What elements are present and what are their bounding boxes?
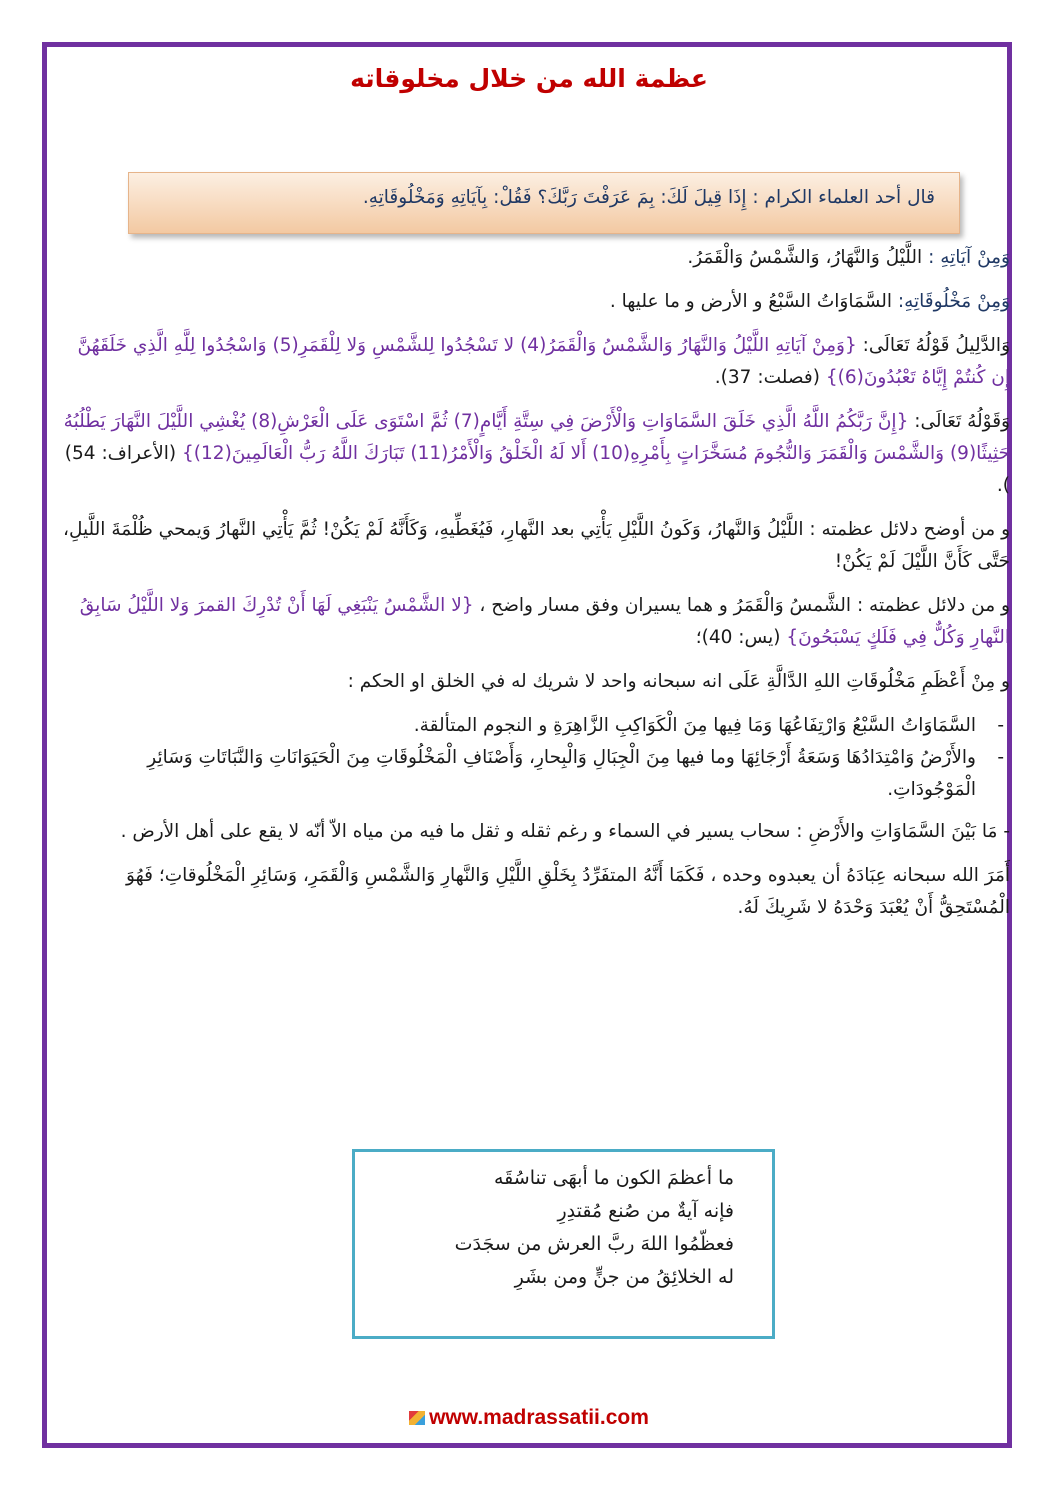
paragraph-amr: أَمَرَ الله سبحانه عِبَادَهُ أن يعبدوه وحده ، فَكَمَا أَنَّهُ المتفَرِّدُ بِخَلْقِ اللَّيْلِ وَالنَّهارِ وَالشَّمْسِ وَالْقَمَرِ، وَسَائِرِ الْمَخْلُوقاتِ؛ فَهُوَ الْمُسْتَحِقُّ أَنْ يُعْبَدَ وَحْدَهُ لا شَرِيكَ لَهُ. [126,865,1010,918]
ref-yasin: (يس: 40)؛ [695,627,787,648]
dalil2-lead: وَقَوْلُهُ تَعَالَى: [908,411,1010,432]
verse-fussilat: {وَمِنْ آيَاتِهِ اللَّيْلُ وَالنَّهَارُ وَالشَّمْسُ وَالْقَمَرُ(4) لا تَسْجُدُوا لِلشَّمْسِ وَلا لِلْقَمَرِ(5) وَاسْجُدُوا لِلَّهِ الَّذِي خَلَقَهُنَّ إِن كُنتُمْ إِيَّاهُ تَعْبُدُونَ(6)} [77,335,1010,388]
makhluqat-list [60,710,1010,806]
paragraph-layl-nahar: و من أوضح دلائل عظمته : اللَّيْلُ وَالنَّهارُ، وَكَونُ اللَّيْلِ يَأْتِي بعد النَّهارِ، فَيُغَطِّيهِ، وَكَأَنَّهُ لَمْ يَكُنْ! ثُمَّ يَأْتِي النَّهارُ وَيمحي ظُلْمَةَ اللَّيلِ، حَتَّى كَأَنَّ اللَّيْلَ لَمْ يَكُنْ! [62,519,1010,572]
poem-line: فإنه آيةٌ من صُنع مُقتدِرِ [557,1200,734,1222]
poem-box [352,1149,775,1339]
poem-line: ما أعظمَ الكون ما أبهَى تناسُقَه [494,1167,734,1189]
footer-url[interactable]: www.madrassatii.com [429,1406,649,1429]
shams-lead: و من دلائل عظمته : الشَّمسُ وَالْقَمَرُ و هما يسيران وفق مسار واضح ، [473,595,1010,616]
ayat-text: اللَّيْلُ وَالنَّهَارُ، وَالشَّمْسُ وَالْقَمَرُ. [687,247,929,268]
paragraph-dalil-aaraf [60,406,1010,502]
paragraph-dalil-fussilat [60,330,1010,394]
poem-line: فعظّمُوا اللهَ ربَّ العرش من سجَدَت [454,1233,734,1255]
quote-box [128,172,960,234]
page-title: عظمة الله من خلال مخلوقاته [350,64,708,93]
main-content [60,242,1010,936]
quote-text: إِذَا قِيلَ لَكَ: بِمَ عَرَفْتَ رَبَّكَ؟ فَقُلْ: بِآيَاتِهِ وَمَخْلُوقَاتِهِ. [362,187,747,208]
verse-yasin: {لا الشَّمْسُ يَنْبَغِي لَهَا أَنْ تُدْرِكَ القمرَ وَلا اللَّيْلُ سَابِقُ النَّهارِ وَكُلٌّ فِي فَلَكٍ يَسْبَحُونَ} [79,595,1010,648]
makhluqat-text: السَّمَاوَاتُ السَّبْعُ و الأرض و ما عليها . [609,291,898,312]
paragraph-ayat [60,242,1010,274]
ref-aaraf: (الأعراف: 54) ). [64,443,1010,496]
list-item: - والأَرْضُ وَامْتِدَادُهَا وَسَعَةُ أَرْجَائِهَا وما فيها مِنَ الْجِبَالِ وَالْبِحارِ، وَأَصْنَافِ الْمَخْلُوقَاتِ مِنَ الْحَيَوَانَاتِ وَالنَّبَاتَاتِ وَسَائِرِ الْمَوْجُودَاتِ. [60,742,976,806]
ref-fussilat: (فصلت: 37). [714,367,826,388]
paragraph-azam-makhluqat: و مِنْ أَعْظَمِ مَخْلُوقَاتِ اللهِ الدَّالَّةِ عَلَى انه سبحانه واحد لا شريك له في الخلق او الحكم : [347,671,1010,692]
poem-line: له الخلائِقُ من جنٍّ ومن بشَرِ [514,1266,734,1288]
paragraph-makhluqat [60,286,1010,318]
dalil1-lead: وَالدَّلِيلُ قَوْلُهُ تَعَالَى: [856,335,1010,356]
quote-lead: قال أحد العلماء الكرام : [746,187,935,208]
footer-link[interactable] [0,1406,1058,1430]
paragraph-sahab: - مَا بَيْنَ السَّمَاوَاتِ والأَرْضِ : سحاب يسير في السماء و رغم ثقله و ثقل ما فيه من مياه الاّ أنّه لا يقع على أهل الأرض . [120,821,1010,842]
list-item: - السَّمَاوَاتُ السَّبْعُ وَارْتِفَاعُهَا وَمَا فِيها مِنَ الْكَوَاكِبِ الزَّاهِرَةِ و النجوم المتألقة. [60,710,976,742]
ayat-label: وَمِنْ آيَاتِهِ : [928,247,1010,268]
site-logo-icon [409,1411,425,1425]
verse-aaraf: {إِنَّ رَبَّكُمُ اللَّهُ الَّذِي خَلَقَ السَّمَاوَاتِ وَالْأَرْضَ فِي سِتَّةِ أَيَّامٍ(7) ثُمَّ اسْتَوَى عَلَى الْعَرْشِ(8) يُغْشِي اللَّيْلَ النَّهَارَ يَطْلُبُهُ حَثِيثًا(9) وَالشَّمْسَ وَالْقَمَرَ وَالنُّجُومَ مُسَخَّرَاتٍ بِأَمْرِهِ(10) أَلا لَهُ الْخَلْقُ وَالْأَمْرُ(11) تَبَارَكَ اللَّهُ رَبُّ الْعَالَمِينَ(12)} [63,411,1010,464]
makhluqat-label: وَمِنْ مَخْلُوقَاتِهِ: [897,291,1010,312]
paragraph-shams-qamar [60,590,1010,654]
